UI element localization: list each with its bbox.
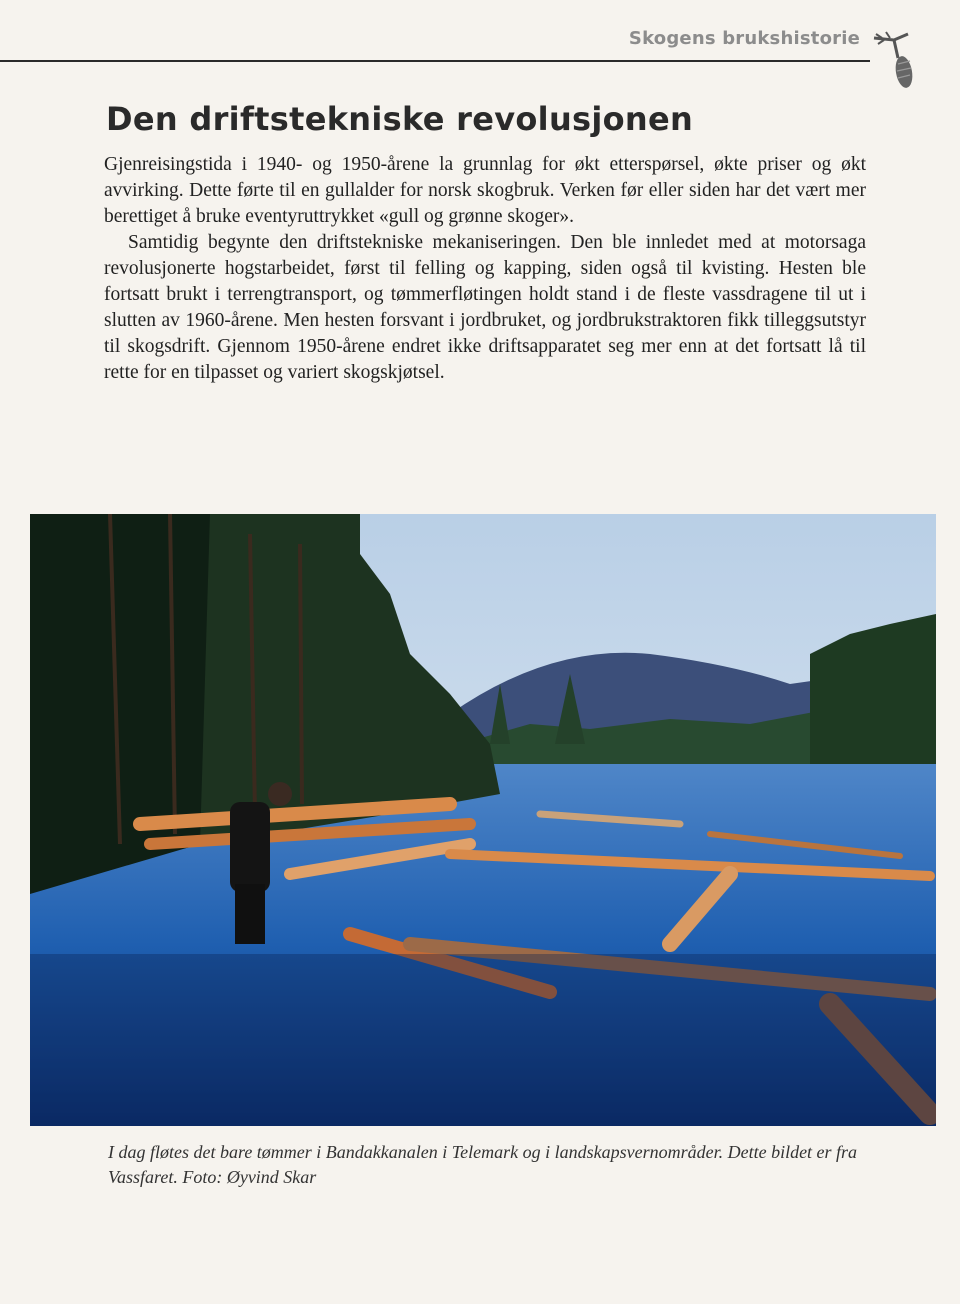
article-body	[104, 152, 866, 386]
section-title: Skogens brukshistorie	[628, 28, 860, 49]
pine-cone-branch-icon	[868, 24, 928, 94]
paragraph-2: Samtidig begynte den driftstekniske mekaniseringen. Den ble innledet med at motorsaga revolusjonerte hogstarbeidet, først til felling og kapping, siden også til kvisting. Hesten ble fortsatt brukt i terrengtransport, og tømmerfløtingen holdt stand i de fleste vassdragene til ut i slutten av 1960-årene. Men hesten forsvant i jordbruket, og jordbrukstraktoren fikk tilleggsutstyr til skogsdrift. Gjennom 1950-årene endret ikke driftsapparatet seg mer enn at det fortsatt lå til rette for en tilpasset og variert skogskjøtsel.	[104, 232, 866, 383]
header-rule	[0, 60, 870, 62]
running-header	[0, 28, 870, 62]
photo-caption: I dag fløtes det bare tømmer i Bandakkanalen i Telemark og i landskapsvernområder. Dette bildet er fra Vassfaret. Foto: Øyvind Skar	[108, 1142, 858, 1187]
article-title: Den driftstekniske revolusjonen	[106, 100, 694, 138]
log-floating-photo	[30, 514, 936, 1126]
paragraph-1: Gjenreisingstida i 1940- og 1950-årene la grunnlag for økt etterspørsel, økte priser og økt avvirking. Dette førte til en gullalder for norsk skogbruk. Verken før eller siden har det vært mer berettiget å bruke eventyruttrykket «gull og grønne skoger».	[104, 154, 866, 227]
